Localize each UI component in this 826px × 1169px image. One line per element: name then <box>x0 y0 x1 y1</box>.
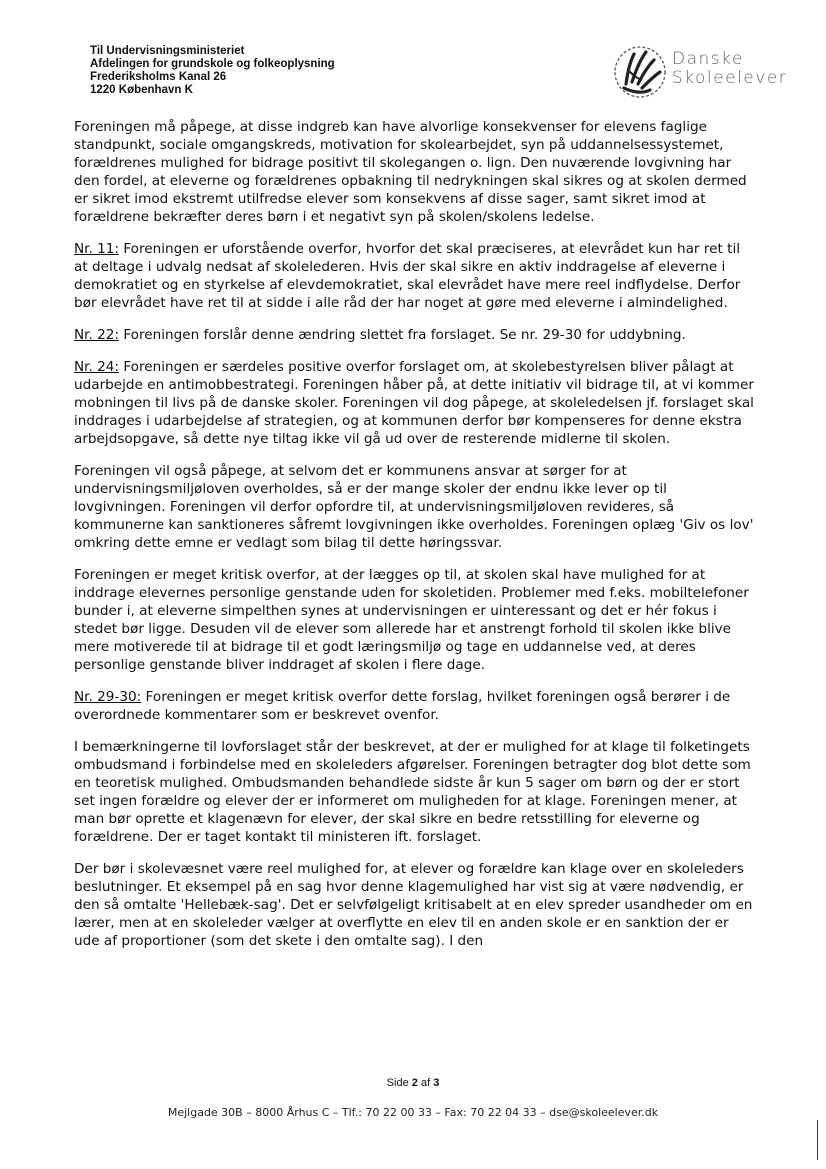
paragraph <box>74 118 754 226</box>
page-total: 3 <box>433 1077 440 1089</box>
paragraph <box>74 566 754 674</box>
address-line: Frederiksholms Kanal 26 <box>90 71 227 83</box>
logo-text-line1: Danske <box>672 49 744 69</box>
paragraph-ref: Nr. 24: <box>74 359 120 375</box>
paragraph-text: Foreningen er særdeles positive overfor forslaget om, at skolebestyrelsen bliver pålagt at udarbejde en antimobbestrategi. Foreningen håber på, at dette initiativ vil bidrage til, at vi kommer mobningen til livs på de danske skoler. Foreningen vil dog påpege, at skoleledelsen jf. forslaget skal inddrages i udarbejdelse af strategien, og at kommunen derfor bør kompenseres for denne ekstra arbejdsopgave, så dette nye tiltag ikke vil gå ud over de resterende midlerne til skolen. <box>74 359 754 447</box>
address-line: 1220 København K <box>90 84 193 96</box>
page-current: 2 <box>411 1077 418 1089</box>
paragraph <box>74 688 754 724</box>
paragraph-text: Foreningen forslår denne ændring slettet fra forslaget. Se nr. 29-30 for uddybning. <box>119 327 686 343</box>
footer-contact: Mejlgade 30B – 8000 Århus C – Tlf.: 70 22 00 33 – Fax: 70 22 04 33 – dse@skoleelever.dk <box>167 1106 659 1119</box>
logo-text-line2: Skoleelever <box>672 68 788 88</box>
paragraph-ref: Nr. 22: <box>74 327 120 343</box>
paragraph-text: Foreningen er meget kritisk overfor dette forslag, hvilket foreningen også berører i de overordnede kommentarer som er beskrevet ovenfor. <box>74 689 731 723</box>
paragraph <box>74 462 754 552</box>
address-line: Til Undervisningsministeriet <box>90 45 245 57</box>
paragraph-text: Der bør i skolevæsnet være reel mulighed for, at elever og forældre kan klage over en skoleleders beslutninger. Et eksempel på en sag hvor denne klagemulighed har vist sig at være nødvendig, er den så omtalte 'Hellebæk-sag'. Det er selvfølgeligt kritisabelt at en elev spreder usandheder om en lærer, men at en skoleleder vælger at overflytte en elev til en anden skole er en sanktion der er ude af proportioner (som det skete i den omtalte sag). I den <box>74 861 753 949</box>
page-of-label: af <box>420 1077 431 1089</box>
paragraph <box>74 860 754 950</box>
paragraph-ref: Nr. 11: <box>74 241 120 257</box>
paragraph-ref: Nr. 29-30: <box>74 689 142 705</box>
letter-body <box>74 118 754 964</box>
page-label: Side <box>386 1077 409 1089</box>
paragraph-text: I bemærkningerne til lovforslaget står der beskrevet, at der er mulighed for at klage til folketingets ombudsmand i forbindelse med en skoleleders afgørelser. Foreningen betragter dog blot dette som en teoretisk mulighed. Ombudsmanden behandlede sidste år kun 5 sager om børn og der er stort set ingen forældre og elever der er informeret om muligheden for at klage. Foreningen mener, at man bør oprette et klagenævn for elever, der skal sikre en bedre retsstilling for eleverne og forældrene. Der er taget kontakt til ministeren ift. forslaget. <box>74 739 751 845</box>
paragraph <box>74 240 754 312</box>
address-line: Afdelingen for grundskole og folkeoplysning <box>90 58 335 70</box>
paragraph-text: Foreningen vil også påpege, at selvom det er kommunens ansvar at sørger for at undervisningsmiljøloven overholdes, så er der mange skoler der endnu ikke lever op til lovgivningen. Foreningen vil derfor opfordre til, at undervisningsmiljøloven revideres, så kommunerne kan sanktioneres såfremt lovgivningen ikke overholdes. Foreningen oplæg 'Giv os lov' omkring dette emne er vedlagt som bilag til dette høringssvar. <box>74 463 754 551</box>
paragraph-text: Foreningen er meget kritisk overfor, at der lægges op til, at skolen skal have mulighed for at inddrage elevernes personlige genstande uden for skoletiden. Problemer med f.eks. mobiltelefoner bunder i, at eleverne simpelthen synes at undervisningen er uinteressant og det er hér fokus i stedet bør ligge. Desuden vil de elever som allerede har et anstrengt forhold til skolen ikke blive mere motiverede til at bidrage til et godt læringsmiljø og tage en uddannelse ved, at deres personlige genstande bliver inddraget af skolen i flere dage. <box>74 567 749 673</box>
hand-logo-icon <box>612 40 670 102</box>
paragraph <box>74 326 754 344</box>
danske-skoleelever-logo <box>612 40 792 102</box>
scan-edge-mark <box>817 1120 818 1160</box>
paragraph-text: Foreningen må påpege, at disse indgreb kan have alvorlige konsekvenser for elevens faglige standpunkt, sociale omgangskreds, motivation for skolearbejdet, syn på uddannelsessystemet, forældrenes mulighed for bidrage positivt til skolegangen o. lign. Den nuværende lovgivning har den fordel, at eleverne og forældrenes opbakning til nedrykningen skal sikres og at skolen dermed er sikret imod ekstremt utilfredse elever som konsekvens af disse sager, samt sikret imod at forældrene bekræfter deres børn i et negativt syn på skolen/skolens ledelse. <box>74 119 747 225</box>
paragraph <box>74 358 754 448</box>
paragraph-text: Foreningen er uforstående overfor, hvorfor det skal præciseres, at elevrådet kun har ret til at deltage i udvalg nedsat af skolelederen. Hvis der skal sikre en aktiv inddragelse af eleverne i demokratiet og en styrkelse af elevdemokratiet, skal elevrådet have mere reel indflydelse. Derfor bør elevrådet have ret til at sidde i alle råd der har noget at gøre med eleverne i almindelighed. <box>74 241 741 311</box>
recipient-address <box>90 45 335 97</box>
paragraph <box>74 738 754 846</box>
page-number <box>0 1077 826 1089</box>
